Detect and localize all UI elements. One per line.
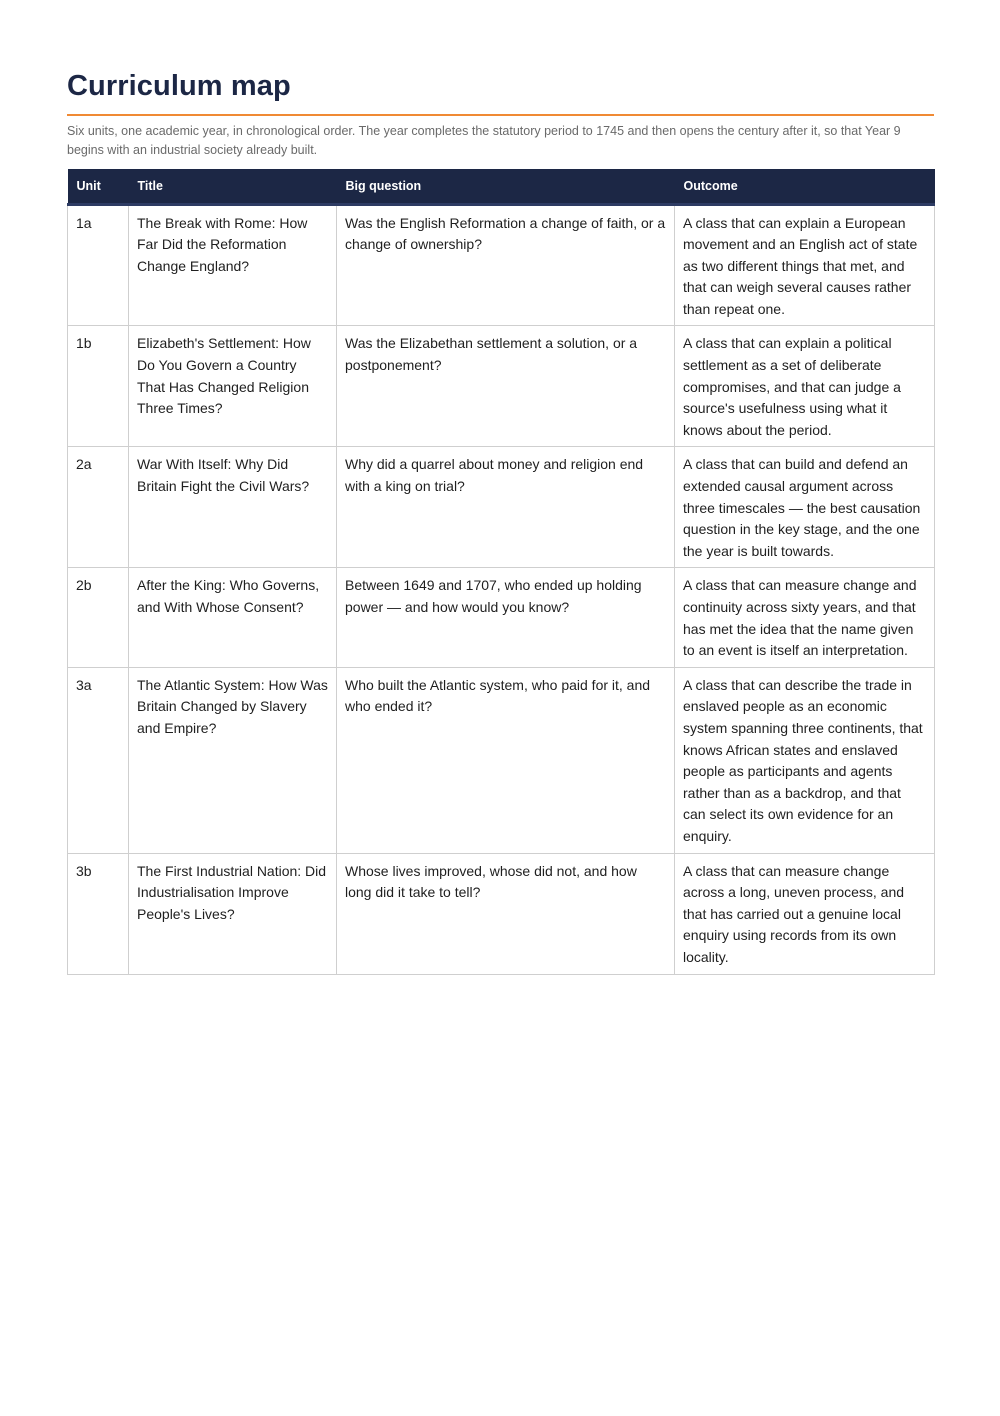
cell-question: Was the English Reformation a change of faith, or a change of ownership?: [337, 204, 675, 326]
intro-paragraph: Six units, one academic year, in chronological order. The year completes the statutory period to 1745 and then opens the century after it, so that Year 9 begins with an industrial society already built.: [67, 124, 901, 157]
cell-title: After the King: Who Governs, and With Whose Consent?: [129, 568, 337, 667]
header-outcome: Outcome: [675, 169, 935, 204]
cell-question: Was the Elizabethan settlement a solution, or a postponement?: [337, 326, 675, 447]
cell-unit: 1a: [68, 204, 129, 326]
table-header-row: [68, 169, 935, 204]
table-row: [68, 326, 935, 447]
cell-title: The Atlantic System: How Was Britain Changed by Slavery and Empire?: [129, 667, 337, 853]
cell-outcome: A class that can build and defend an extended causal argument across three timescales — the best causation question in the key stage, and the one the year is built towards.: [675, 447, 935, 568]
table-row: [68, 204, 935, 326]
cell-question: Why did a quarrel about money and religion end with a king on trial?: [337, 447, 675, 568]
table-row: [68, 568, 935, 667]
cell-outcome: A class that can describe the trade in enslaved people as an economic system spanning three continents, that knows African states and enslaved people as participants and agents rather than as a backdrop, and that can select its own evidence for an enquiry.: [675, 667, 935, 853]
page-title: Curriculum map: [67, 70, 291, 102]
cell-question: Between 1649 and 1707, who ended up holding power — and how would you know?: [337, 568, 675, 667]
table-row: [68, 447, 935, 568]
cell-unit: 1b: [68, 326, 129, 447]
curriculum-table: [67, 169, 935, 975]
cell-question: Who built the Atlantic system, who paid for it, and who ended it?: [337, 667, 675, 853]
cell-unit: 2b: [68, 568, 129, 667]
cell-title: The Break with Rome: How Far Did the Reformation Change England?: [129, 204, 337, 326]
cell-question: Whose lives improved, whose did not, and how long did it take to tell?: [337, 853, 675, 974]
cell-unit: 3a: [68, 667, 129, 853]
cell-unit: 3b: [68, 853, 129, 974]
cell-outcome: A class that can measure change across a long, uneven process, and that has carried out a genuine local enquiry using records from its own locality.: [675, 853, 935, 974]
cell-unit: 2a: [68, 447, 129, 568]
header-title: Title: [129, 169, 337, 204]
header-big-question: Big question: [337, 169, 675, 204]
cell-outcome: A class that can explain a political settlement as a set of deliberate compromises, and that can judge a source's usefulness using what it knows about the period.: [675, 326, 935, 447]
cell-title: War With Itself: Why Did Britain Fight the Civil Wars?: [129, 447, 337, 568]
cell-title: The First Industrial Nation: Did Industrialisation Improve People's Lives?: [129, 853, 337, 974]
title-divider: [67, 114, 934, 116]
cell-outcome: A class that can measure change and continuity across sixty years, and that has met the idea that the name given to an event is itself an interpretation.: [675, 568, 935, 667]
header-unit: Unit: [68, 169, 129, 204]
table-row: [68, 667, 935, 853]
cell-outcome: A class that can explain a European movement and an English act of state as two different things that met, and that can weigh several causes rather than repeat one.: [675, 204, 935, 326]
table-row: [68, 853, 935, 974]
cell-title: Elizabeth's Settlement: How Do You Govern a Country That Has Changed Religion Three Times?: [129, 326, 337, 447]
